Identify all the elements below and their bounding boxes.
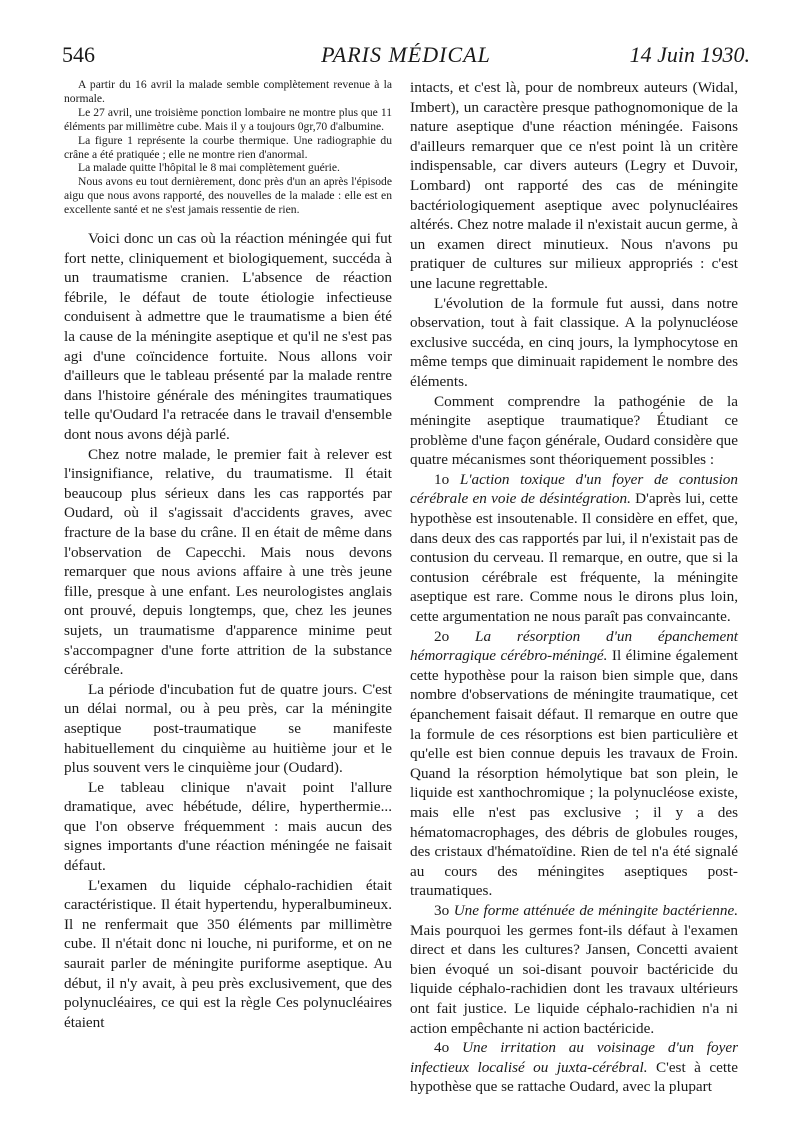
right-body-text	[410, 78, 738, 1097]
body-paragraph: L'évolution de la formule fut aussi, dans notre observation, tout à fait classique. A la polynucléose exclusive succéda, en cinq jours, la lymphocytose en même temps que diminuait rapidement le nombre des éléments.	[410, 294, 738, 390]
mechanism-1	[410, 470, 738, 627]
mechanism-4	[410, 1038, 738, 1097]
body-paragraph: Comment comprendre la pathogénie de la méningite aseptique traumatique? Étudiant ce problème d'une façon générale, Oudard considère que quatre mécanismes sont théoriquement possibles :	[410, 392, 738, 469]
mechanism-number: 2o	[434, 627, 476, 645]
mechanism-text: C'est à cette hypothèse que se rattache Oudard, avec la plupart	[410, 1058, 738, 1096]
mechanism-title: La résorption d'un épanchement hémorragique cérébro-méningé.	[410, 627, 739, 665]
body-paragraph: Voici donc un cas où la réaction méningée qui fut fort nette, cliniquement et biologiquement, succéda à un traumatisme cranien. L'absence de réaction fébrile, le défaut de toute étiologie infectieuse conduisent à admettre que le traumatisme a bien été la cause de la méningite aseptique et qu'il ne s'est pas agi d'une coïncidence fortuite. Nous allons voir d'ailleurs que le tableau présenté par la malade rentre dans l'histoire générale des méningites traumatiques telle qu'Oudard l'a retracée dans le travail d'ensemble dont nous avons déjà parlé.	[64, 230, 392, 443]
mechanism-number: 1o	[434, 470, 460, 488]
body-paragraph: intacts, et c'est là, pour de nombreux auteurs (Widal, Imbert), un caractère presque pathognomonique de la nature aseptique d'une réaction méningée. Faisons d'ailleurs remarquer que ce n'est point là un critère indispensable, car divers auteurs (Legry et Duvoir, Lombard) ont rapporté des cas de méningite bactériologiquement aseptique avec polynucléaires altérés. Chez notre malade il n'existait aucun germe, à un examen direct minutieux. Nous n'avons pu pratiquer de cultures sur milieux appropriés : c'est une lacune regrettable.	[410, 79, 738, 292]
body-paragraph: La période d'incubation fut de quatre jours. C'est un délai normal, ou à peu près, car la méningite aseptique post-traumatique se manifeste habituellement du cinquième au huitième jour et le plus souvent vers le cinquième jour (Oudard).	[64, 680, 392, 777]
mechanism-text: D'après lui, cette hypothèse est insoutenable. Il considère en effet, que, dans deux des cas rapportés par lui, il n'existait pas de contusion du cerveau. Il remarque, en outre, que si la contusion cérébrale est fréquente, la méningite aseptique est rare. Comme nous le dirons plus loin, cette argumentation ne nous paraît pas convaincante.	[410, 490, 738, 626]
mechanism-2	[410, 627, 738, 901]
journal-title: PARIS MÉDICAL	[321, 42, 491, 67]
mechanism-text: Il élimine également cette hypothèse pour la raison bien simple que, dans nombre d'observations de méningite traumatique, cet épanchement faisait défaut. Il remarque en outre que la formule de ces résorptions est bien particulière et qu'elle est bien connue depuis les travaux de Froin. Quand la résorption hémolytique bat son plein, le liquide est xanthochromique ; la polynucléose existe, mais elle n'est pas exclusive ; il y a des hématomacrophages, des débris de globules rouges, des cristaux d'hématoïdine. Rien de tel n'a été signalé au cours des méningites aseptiques post-traumatiques.	[410, 647, 738, 900]
mechanism-title: Une irritation au voisinage d'un foyer infectieux localisé ou juxta-cérébral.	[410, 1039, 739, 1076]
left-body-text	[64, 229, 392, 1032]
body-paragraph: Chez notre malade, le premier fait à relever est l'insignifiance, relative, du traumatisme. Il était beaucoup plus sérieux dans les cas rapportés par Oudard, où il s'agissait d'accidents graves, avec fracture de la base du crâne. Il en était de même dans l'observation de Capecchi. Mais nous devons remarquer que nous avions affaire à une très jeune fille, presque à une enfant. Les neurologistes anglais ont prouvé, depuis longtemps, que, chez les jeunes sujets, un traumatisme d'apparence minime peut s'accompagner d'une forte attrition de la substance cérébrale.	[64, 445, 392, 679]
mechanism-title: Une forme atténuée de méningite bactérienne.	[453, 901, 739, 919]
mechanism-number: 4o	[434, 1039, 463, 1057]
body-paragraph: Le tableau clinique n'avait point l'allure dramatique, avec hébétude, délire, hyperthermie... que l'on observe fréquemment : mais aucun des signes importants d'une réaction méningée ne faisait défaut.	[64, 778, 392, 875]
mechanism-3	[410, 901, 738, 1038]
mechanism-number: 3o	[434, 901, 454, 919]
page-number: 546	[62, 42, 95, 67]
note-paragraph: La malade quitte l'hôpital le 8 mai complètement guérie.	[78, 161, 340, 175]
running-header	[62, 40, 750, 72]
left-column	[64, 78, 392, 1032]
issue-date: 14 Juin 1930.	[629, 42, 750, 67]
mechanism-text: Mais pourquoi les germes font-ils défaut à l'examen direct et dans les cultures? Jansen, Concetti avaient bien évoqué un soi-disant pouvoir bactéricide du liquide céphalo-rachidien dont les travaux ultérieurs ont fait justice. Le liquide céphalo-rachidien n'a ni action empêchante ni action bactéricide.	[410, 921, 738, 1037]
note-paragraph: Nous avons eu tout dernièrement, donc près d'un an après l'épisode aigu que nous avons rapporté, des nouvelles de la malade : elle est en excellente santé et ne s'est jamais ressentie de rien.	[64, 175, 392, 217]
note-paragraph: La figure 1 représente la courbe thermique. Une radiographie du crâne a été pratiquée ; elle ne montre rien d'anormal.	[64, 133, 392, 161]
body-paragraph: L'examen du liquide céphalo-rachidien était caractéristique. Il était hypertendu, hyperalbumineux. Il ne renfermait que 350 éléments par millimètre cube. Il n'était donc ni louche, ni puriforme, et on ne saurait parler de méningite puriforme aseptique. Au début, il n'y avait, à peu près exclusivement, que des polynucléaires, ce qui est la règle Ces polynucléaires étaient	[64, 876, 392, 1031]
note-paragraph: Le 27 avril, une troisième ponction lombaire ne montre plus que 11 éléments par millimètre cube. Mais il y a toujours 0gr,70 d'albumine.	[64, 105, 392, 133]
mechanism-title: L'action toxique d'un foyer de contusion cérébrale en voie de désintégration.	[410, 470, 738, 508]
note-paragraph: A partir du 16 avril la malade semble complètement revenue à la normale.	[64, 78, 392, 105]
case-notes	[64, 78, 392, 217]
right-column	[410, 78, 738, 1097]
